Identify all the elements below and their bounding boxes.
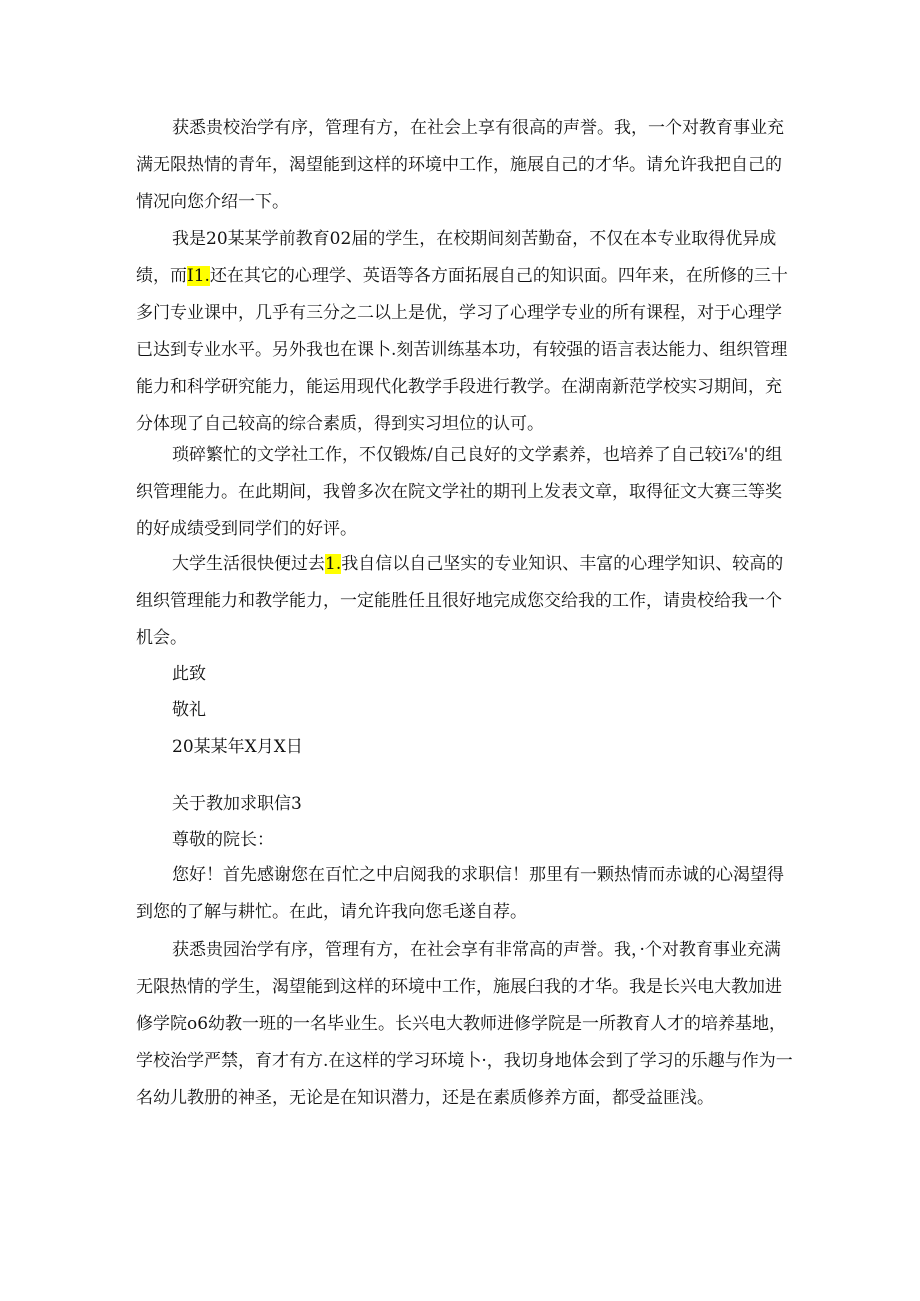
letter2-paragraph-2: 获悉贵园治学有序，管理有方，在社会享有非常高的声誉。我，·个对教育事业充满无限热情的学生，渴望能到这样的环境中工作，施展臼我的才华。我是长兴电大教加进修学院o6幼教一班的一名毕业生。长兴电大教师进修学院是一所教育人才的培养基地，学校治学严禁，育才有方.在这样的学习环境卜·，我切身地体会到了学习的乐趣与作为一名幼儿教册的神圣，无论是在知识潜力，还是在素质修养方面，都受益匪浅。 bbox=[136, 940, 793, 1108]
closing-line-1: 此致 bbox=[172, 664, 206, 684]
letter1-paragraph-3: 琐碎繁忙的文学社工作，不仅锻炼/自己良好的文学素养，也培养了自己较i⅞'的组织管理能力。在此期间，我曾多次在院文学社的期刊上发表文章，取得征文大赛三等奖的好成绩受到同学们的好评。 bbox=[136, 445, 783, 539]
letter1-paragraph-4 bbox=[136, 546, 796, 657]
letter1-paragraph-4-text-a: 大学生活很快便过去 bbox=[172, 554, 325, 574]
letter-date: 20某某年X月X日 bbox=[172, 737, 303, 757]
letter1-paragraph-2-text-a: 我是20某某学前教育02届的学生，在校期间刻苦勤奋，不仅在本专业取得优异成绩，而 bbox=[136, 229, 777, 286]
letter1-paragraph-4-text-b: 我自信以自己坚实的专业知识、丰富的心理学知识、较高的组织管理能力和教学能力，一定能胜任且很好地完成您交给我的工作，请贵校给我一个机会。 bbox=[136, 554, 784, 648]
letter2-salutation: 尊敬的院长： bbox=[172, 830, 274, 850]
letter1-paragraph-1: 获悉贵校治学有序，管理有方，在社会上享有很高的声誉。我，一个对教育事业充满无限热情的青年，渴望能到这样的环境中工作，施展自己的才华。请允许我把自己的情况向您介绍一下。 bbox=[136, 118, 784, 212]
letter1-paragraph-2 bbox=[136, 221, 796, 443]
highlight-mark: 1. bbox=[325, 554, 342, 574]
closing-line-2: 敬礼 bbox=[172, 700, 206, 720]
letter2-paragraph-1: 您好！首先感谢您在百忙之中启阅我的求职信！那里有一颗热情而赤诚的心渴望得到您的了解与耕忙。在此，请允许我向您毛遂自荐。 bbox=[136, 865, 784, 922]
highlight-mark: I1. bbox=[187, 266, 210, 286]
letter2-title: 关于教加求职信3 bbox=[172, 794, 302, 814]
letter1-paragraph-2-text-b: 还在其它的心理学、英语等各方面拓展自己的知识面。四年来，在所修的三十多门专业课中，几乎有三分之二以上是优，学习了心理学专业的所有课程，对于心理学已达到专业水平。另外我也在课卜.刻苦训练基本功，有较强的语言表达能力、组织管理能力和科学研究能力，能运用现代化教学手段进行教学。在湖南新范学校实习期间，充分体现了自己较高的综合素质，得到实习坦位的认可。 bbox=[136, 266, 788, 434]
